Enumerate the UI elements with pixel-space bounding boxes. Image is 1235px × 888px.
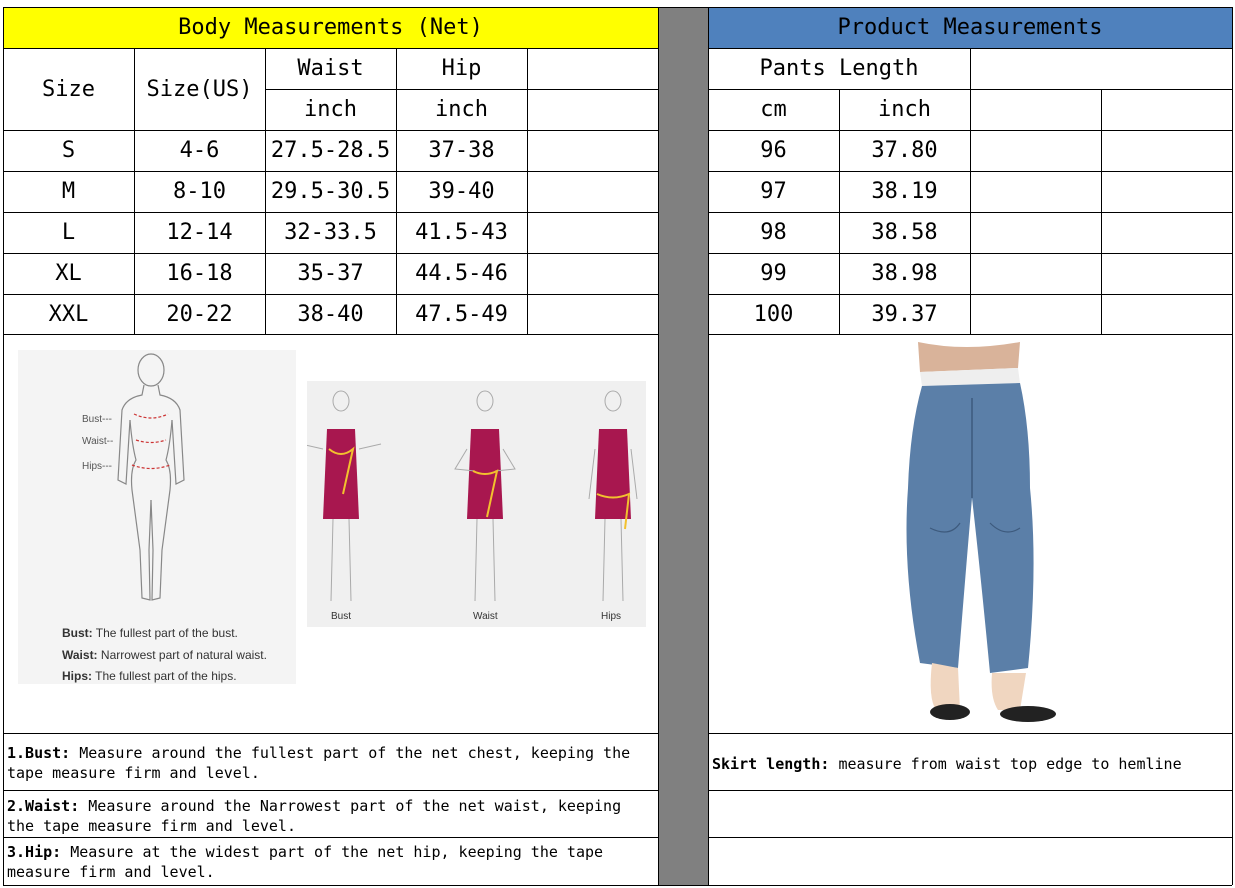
col-size-us-header: Size(US) [146, 76, 253, 102]
grid-line [708, 790, 1232, 791]
grid-line [3, 334, 658, 335]
grid-line [1101, 89, 1102, 334]
body-cell-size: M [61, 179, 76, 204]
product-cell-inch: 39.37 [871, 302, 938, 327]
grid-line [3, 171, 658, 172]
body-cell-waist: 38-40 [297, 302, 364, 327]
note-waist: 2.Waist: Measure around the Narrowest part of the net waist, keeping the tape measure firm and level. [7, 797, 622, 835]
product-cell-cm: 98 [760, 220, 787, 245]
product-cell-cm: 99 [760, 261, 787, 286]
grid-line [708, 733, 1232, 734]
grid-line [658, 7, 659, 885]
hips-legend: Hips: The fullest part of the hips. [62, 669, 237, 683]
col-hip-header: Hip [441, 56, 482, 81]
body-cell-waist: 29.5-30.5 [270, 179, 391, 204]
grid-line [3, 7, 1232, 8]
col-pants-length-header: Pants Length [759, 56, 919, 81]
body-cell-waist: 32-33.5 [284, 220, 377, 245]
body-cell-waist: 27.5-28.5 [270, 138, 391, 163]
product-cell-inch: 38.98 [871, 261, 938, 286]
body-cell-us: 4-6 [179, 138, 220, 163]
length-unit-inch: inch [878, 97, 931, 122]
product-table-title: Product Measurements [837, 15, 1103, 40]
body-cell-size: XXL [48, 302, 89, 327]
dress-measurement-figures [307, 381, 646, 627]
grid-line [396, 48, 397, 334]
hip-unit: inch [435, 97, 488, 122]
grid-line [839, 89, 840, 334]
bust-legend: Bust: The fullest part of the bust. [62, 626, 238, 640]
grid-line [3, 253, 658, 254]
hips-caption: Hips [601, 611, 622, 622]
waist-line-label: Waist-- [82, 436, 114, 447]
bust-line-label: Bust--- [82, 414, 112, 425]
grid-line [527, 48, 528, 334]
body-table-title: Body Measurements (Net) [178, 15, 483, 40]
body-cell-size: XL [55, 261, 82, 286]
note-hip: 3.Hip: Measure at the widest part of the net hip, keeping the tape measure firm and level. [7, 843, 604, 881]
grid-line [265, 48, 266, 334]
body-cell-hip: 39-40 [428, 179, 495, 204]
body-cell-waist: 35-37 [297, 261, 364, 286]
grid-line [970, 48, 971, 334]
separator-column [658, 7, 708, 885]
product-cell-inch: 38.19 [871, 179, 938, 204]
body-cell-hip: 41.5-43 [415, 220, 508, 245]
grid-line [3, 212, 658, 213]
col-waist-header: Waist [297, 56, 364, 81]
body-cell-us: 8-10 [173, 179, 226, 204]
body-cell-hip: 44.5-46 [415, 261, 508, 286]
waist-legend: Waist: Narrowest part of natural waist. [62, 648, 267, 662]
body-cell-hip: 37-38 [428, 138, 495, 163]
grid-line [3, 790, 658, 791]
body-cell-hip: 47.5-49 [415, 302, 508, 327]
grid-line [3, 294, 658, 295]
bust-caption: Bust [331, 611, 352, 622]
note-bust: 1.Bust: Measure around the fullest part of the net chest, keeping the tape measure firm and level. [7, 744, 631, 782]
note-skirt-length: Skirt length: measure from waist top edge to hemline [712, 755, 1182, 773]
grid-line [3, 837, 658, 838]
product-cell-cm: 96 [760, 138, 787, 163]
body-outline-figure [18, 350, 296, 610]
col-size-header: Size [42, 76, 95, 102]
bust-dress-figure [307, 391, 381, 601]
body-cell-us: 20-22 [166, 302, 233, 327]
body-cell-size: L [61, 220, 76, 245]
grid-line [134, 48, 135, 334]
grid-line [708, 837, 1232, 838]
product-jeans-photo [880, 338, 1060, 728]
waist-caption: Waist [473, 611, 498, 622]
grid-line [1232, 7, 1233, 885]
body-cell-us: 16-18 [166, 261, 233, 286]
product-cell-cm: 100 [753, 302, 794, 327]
grid-line [3, 48, 658, 49]
product-cell-inch: 37.80 [871, 138, 938, 163]
grid-line [3, 885, 1232, 886]
grid-line [3, 733, 658, 734]
hips-dress-figure [589, 391, 637, 601]
length-unit-cm: cm [760, 97, 787, 122]
product-cell-inch: 38.58 [871, 220, 938, 245]
body-cell-size: S [61, 138, 76, 163]
grid-line [265, 89, 658, 90]
grid-line [3, 130, 658, 131]
waist-dress-figure [455, 391, 515, 601]
jeans-illustration [880, 338, 1060, 728]
dress-figures-drawing [307, 381, 646, 611]
measurement-guide-figure [18, 350, 296, 684]
product-cell-cm: 97 [760, 179, 787, 204]
waist-unit: inch [304, 97, 357, 122]
hips-line-label: Hips--- [82, 461, 112, 472]
body-cell-us: 12-14 [166, 220, 233, 245]
grid-line [708, 334, 1232, 335]
